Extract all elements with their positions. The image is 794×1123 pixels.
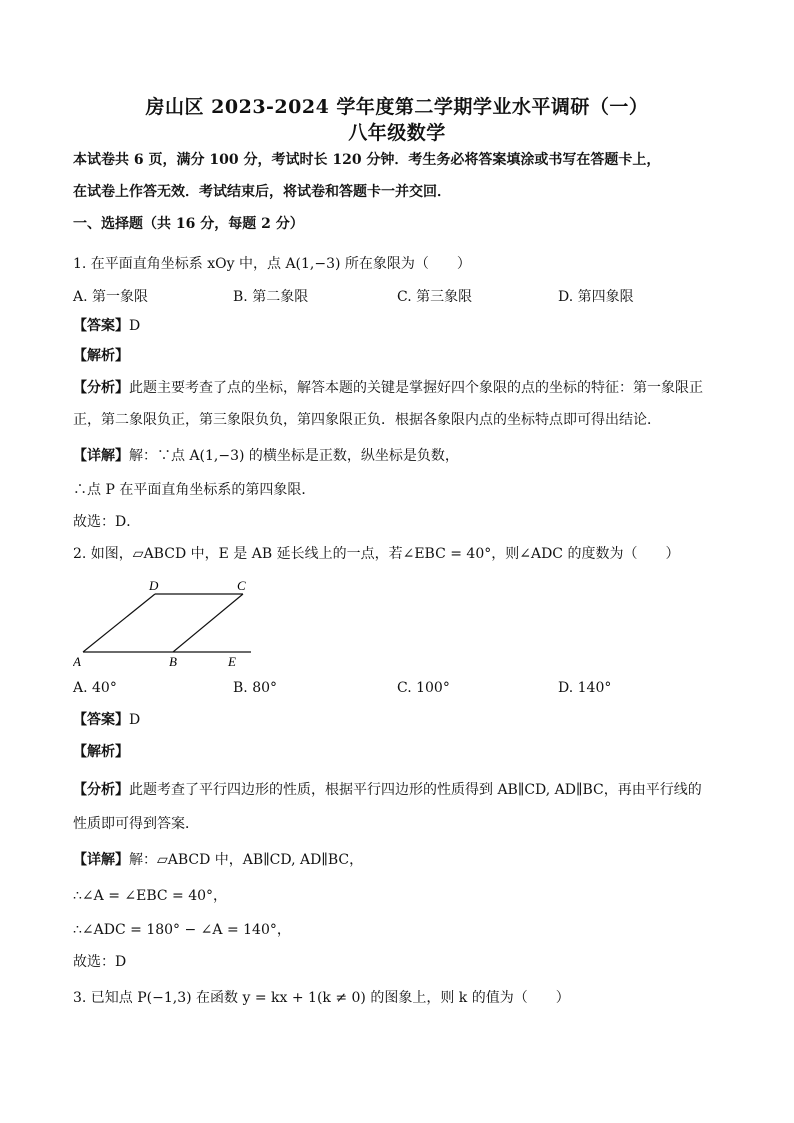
exam-title: 房山区 2023-2024 学年度第二学期学业水平调研（一） bbox=[145, 96, 649, 118]
q2-fenxi-line-1 bbox=[73, 780, 733, 800]
label-a: A bbox=[73, 654, 81, 669]
q2-option-a: A. 40° bbox=[73, 680, 117, 696]
q2-fenxi-line-2: 性质即可得到答案． bbox=[73, 816, 199, 832]
side-c-b bbox=[173, 594, 243, 652]
q1-analysis-label: 【解析】 bbox=[73, 348, 129, 364]
intro-line-2: 在试卷上作答无效．考试结束后，将试卷和答题卡一并交回． bbox=[73, 184, 451, 200]
side-a-d bbox=[83, 594, 155, 652]
q2-option-b: B. 80° bbox=[233, 680, 278, 696]
q1-fenxi-label: 【分析】 bbox=[73, 380, 129, 396]
q1-detail-text-1: 解：∵点 A(1,−3) 的横坐标是正数，纵坐标是负数， bbox=[129, 448, 459, 464]
q2-stem: 2. 如图，▱ABCD 中，E 是 AB 延长线上的一点，若∠EBC = 40°，则∠ADC 的度数为（ ） bbox=[73, 546, 680, 562]
q2-fenxi-label: 【分析】 bbox=[73, 782, 129, 798]
q1-answer-value: D bbox=[129, 318, 141, 334]
q1-detail-line-1 bbox=[73, 446, 733, 466]
q2-answer-value: D bbox=[129, 712, 141, 728]
parallelogram-figure bbox=[73, 578, 263, 670]
q2-detail-line-1 bbox=[73, 850, 733, 870]
q2-fenxi-text-1: 此题考查了平行四边形的性质，根据平行四边形的性质得到 AB∥CD, AD∥BC，再由平行线的 bbox=[129, 782, 702, 798]
exam-subject: 八年级数学 bbox=[348, 122, 446, 144]
q2-analysis-label: 【解析】 bbox=[73, 744, 129, 760]
q1-fenxi-line-2: 正，第二象限负正，第三象限负负，第四象限正负．根据各象限内点的坐标特点即可得出结论． bbox=[73, 412, 661, 428]
label-e: E bbox=[228, 654, 236, 669]
q1-answer bbox=[73, 316, 733, 336]
q1-detail-line-2: ∴点 P 在平面直角坐标系的第四象限． bbox=[73, 482, 316, 498]
q1-option-c: C. 第三象限 bbox=[397, 289, 473, 305]
q2-detail-line-3: ∴∠ADC = 180° − ∠A = 140°， bbox=[73, 922, 291, 938]
q1-choice: 故选：D． bbox=[73, 514, 141, 530]
q3-stem: 3. 已知点 P(−1,3) 在函数 y = kx + 1(k ≠ 0) 的图象上，则 k 的值为（ ） bbox=[73, 990, 570, 1006]
q2-answer-label: 【答案】 bbox=[73, 712, 129, 728]
q2-option-c: C. 100° bbox=[397, 680, 450, 696]
q1-detail-label: 【详解】 bbox=[73, 448, 129, 464]
q2-choice: 故选：D bbox=[73, 954, 127, 970]
q2-detail-text-1: 解：▱ABCD 中，AB∥CD, AD∥BC， bbox=[129, 852, 364, 868]
section-heading: 一、选择题（共 16 分，每题 2 分） bbox=[73, 216, 304, 232]
q1-answer-label: 【答案】 bbox=[73, 318, 129, 334]
q2-option-d: D. 140° bbox=[558, 680, 612, 696]
q1-option-a: A. 第一象限 bbox=[73, 289, 149, 305]
q2-detail-label: 【详解】 bbox=[73, 852, 129, 868]
q1-stem: 1. 在平面直角坐标系 xOy 中，点 A(1,−3) 所在象限为（ ） bbox=[73, 256, 471, 272]
q2-answer bbox=[73, 710, 733, 730]
label-b: B bbox=[169, 654, 177, 669]
q1-option-d: D. 第四象限 bbox=[558, 289, 634, 305]
label-c: C bbox=[237, 578, 246, 593]
intro-line-1: 本试卷共 6 页，满分 100 分，考试时长 120 分钟．考生务必将答案填涂或书写在答题卡上， bbox=[73, 152, 661, 168]
q1-option-b: B. 第二象限 bbox=[233, 289, 309, 305]
label-d: D bbox=[149, 578, 159, 593]
q2-detail-line-2: ∴∠A = ∠EBC = 40°， bbox=[73, 888, 228, 904]
q1-fenxi-text-1: 此题主要考查了点的坐标，解答本题的关键是掌握好四个象限的点的坐标的特征：第一象限正 bbox=[129, 380, 703, 396]
q1-fenxi-line-1 bbox=[73, 378, 733, 398]
